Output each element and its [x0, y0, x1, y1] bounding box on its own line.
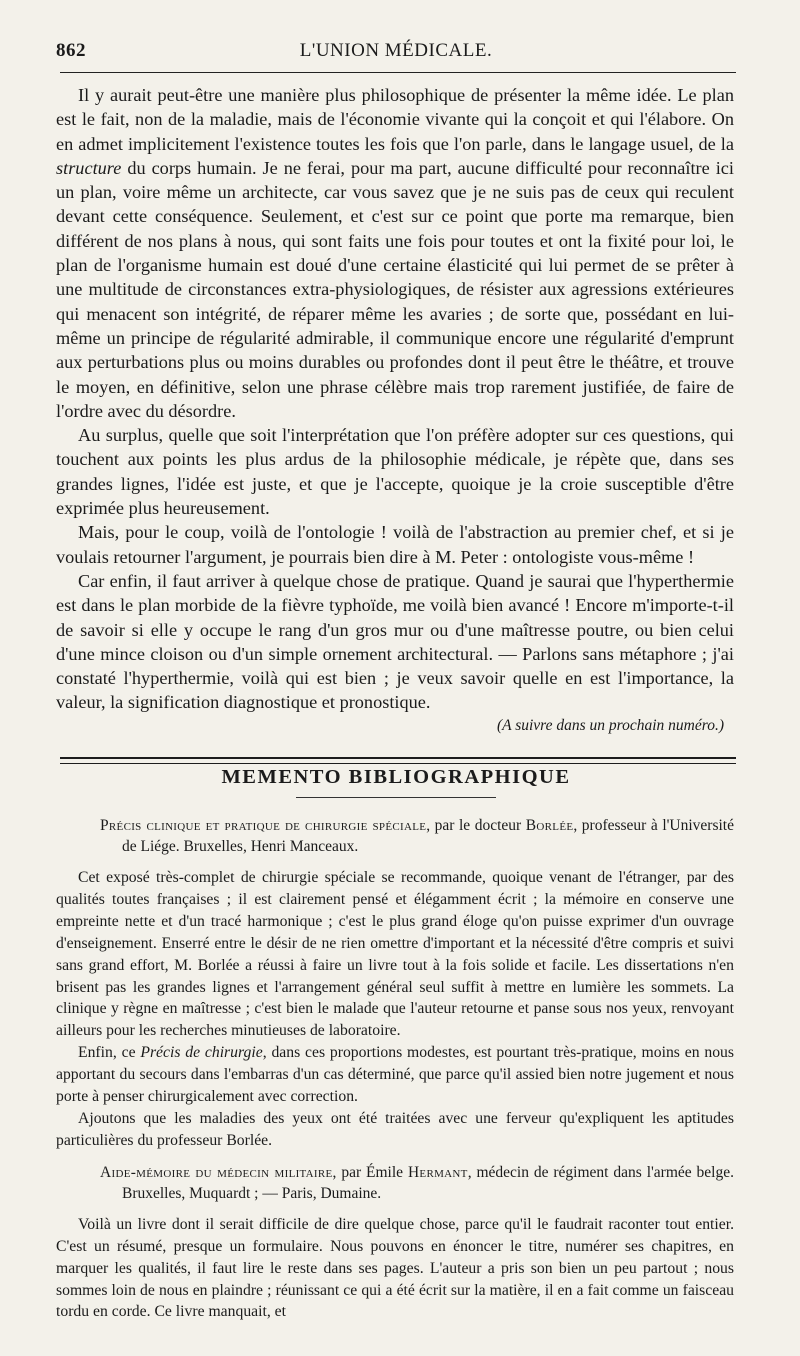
section-title: MEMENTO BIBLIOGRAPHIQUE	[221, 766, 571, 788]
title-underline	[296, 797, 496, 798]
review-paragraph: Ajoutons que les maladies des yeux ont été traitées avec une ferveur qu'expliquent les aptitudes particulières du professeur Borlée.	[56, 1109, 734, 1149]
to-be-continued: (A suivre dans un prochain numéro.)	[496, 716, 724, 734]
article-paragraph: Car enfin, il faut arriver à quelque chose de pratique. Quand je saurai que l'hyperthermie est dans le plan morbide de la fièvre typhoïde, me voilà bien avancé ! Encore m'importe-t-il de savoir si elle y occupe le rang d'un gros mur ou d'une maîtresse poutre, ou bien celui d'une mince cloison ou d'un simple ornement architectural. — Parlons sans métaphore ; j'ai constaté l'hyperthermie, voilà qui est bien ; je veux savoir quelle en est l'importance, la valeur, la signification diagnostique et pronostique.	[56, 570, 734, 713]
author-name: Hermant	[407, 1163, 468, 1181]
bibliography-list	[56, 815, 734, 1323]
header-rule	[60, 72, 736, 73]
review-paragraph: Enfin, ce Précis de chirurgie, dans ces proportions modestes, est pourtant très-pratique, moins en nous apportant du secours dans l'embarras d'un cas déterminé, que parce qu'il assied bien notre jugement et nous porte à penser chirurgicalement avec correction.	[56, 1044, 735, 1106]
entry-review	[56, 1214, 734, 1324]
entry-heading: Précis clinique et pratique de chirurgie spéciale, par le docteur Borlée, professeur à l'Université de Liége. Bruxelles, Henri Manceaux.	[100, 817, 734, 855]
article-paragraph: Mais, pour le coup, voilà de l'ontologie ! voilà de l'abstraction au premier chef, et si je voulais retourner l'argument, je pourrais bien dire à M. Peter : ontologiste vous-même !	[56, 522, 734, 567]
book-title: Précis clinique et pratique de chirurgie spéciale	[100, 817, 427, 834]
review-paragraph: Voilà un livre dont il serait difficile de dire quelque chose, parce qu'il le faudrait raconter tout entier. C'est un résumé, presque un formulaire. Nous pouvons en énoncer le titre, numérer ses chapitres, en marquer les qualités, il faut lire le reste dans ses pages. L'auteur a pris son bien un peu partout ; nous sommes loin de nous en plaindre ; réunissant ce qui a été écrit sur la matière, il en a fait comme un faisceau tordu en corde. Ce livre manquait, et	[56, 1215, 734, 1321]
article-paragraph: Au surplus, quelle que soit l'interprétation que l'on préfère adopter sur ces questions, qui touchent aux points les plus ardus de la philosophie médicale, je répète que, dans ses grandes lignes, l'idée est juste, et que je l'accepte, quoique je la croie susceptible d'être exprimée plus heureusement.	[56, 425, 734, 519]
book-title: Aide-mémoire du médecin militaire	[100, 1163, 333, 1181]
entry-heading: Aide-mémoire du médecin militaire, par Émile Hermant, médecin de régiment dans l'armée belge. Bruxelles, Muquardt ; — Paris, Dumaine.	[100, 1163, 734, 1202]
section-divider	[60, 757, 736, 764]
entry-review	[56, 867, 734, 1152]
journal-title: L'UNION MÉDICALE.	[299, 40, 493, 61]
article-body	[56, 83, 734, 737]
article-paragraph: Il y aurait peut-être une manière plus philosophique de présenter la même idée. Le plan est le fait, non de la maladie, mais de l'économie vivante qui la conçoit et qui l'élabore. On en admet implicitement l'existence toutes les fois que l'on parle, dans le langage usuel, de la structure du corps humain. Je ne ferai, pour ma part, aucune difficulté pour reconnaître ici un plan, voire même un architecte, car vous savez que je ne suis pas de ceux qui reculent devant cette conséquence. Seulement, et c'est sur ce point que porte ma remarque, bien différent de nos plans à nous, qui sont faits une fois pour toutes et ont la fixité pour loi, le plan de l'organisme humain est doué d'une certaine élasticité qui lui permet de se prêter à une multitude de circonstances extra-physiologiques, de résister aux agressions extérieures qui menacent son intégrité, de réparer même les avaries ; de sorte que, possédant en lui-même un principe de régularité admirable, il communique encore une régularité d'emprunt aux perturbations plus ou moins durables ou profondes dont il peut être le théâtre, et trouve le moyen, en définitive, selon une phrase célèbre mais trop rarement justifiée, de faire de l'ordre avec du désordre.	[56, 85, 734, 421]
author-name: Borlée	[525, 817, 574, 834]
page-number: 862	[56, 40, 86, 61]
review-paragraph: Cet exposé très-complet de chirurgie spéciale se recommande, quoique venant de l'étranger, par des qualités toutes françaises ; il est clairement pensé et élégamment écrit ; la mémoire en conserve une empreinte nette et d'un tracé harmonique ; c'est le plus grand éloge qu'on puisse exprimer d'un ouvrage d'enseignement. Enserré entre le désir de ne rien omettre d'important et la nécessité d'être compris et suivi sans grand effort, M. Borlée a réussi à faire un livre tout à la fois solide et facile. Les dissertations n'en brisent pas les grandes lignes et l'arrangement général seul suffit à mettre en lumière les sommets. La clinique y règne en maîtresse ; c'est bien le malade que l'auteur retourne et panse sous nos yeux, renvoyant ailleurs pour les recherches minutieuses de laboratoire.	[56, 869, 734, 1040]
running-head	[56, 40, 736, 66]
